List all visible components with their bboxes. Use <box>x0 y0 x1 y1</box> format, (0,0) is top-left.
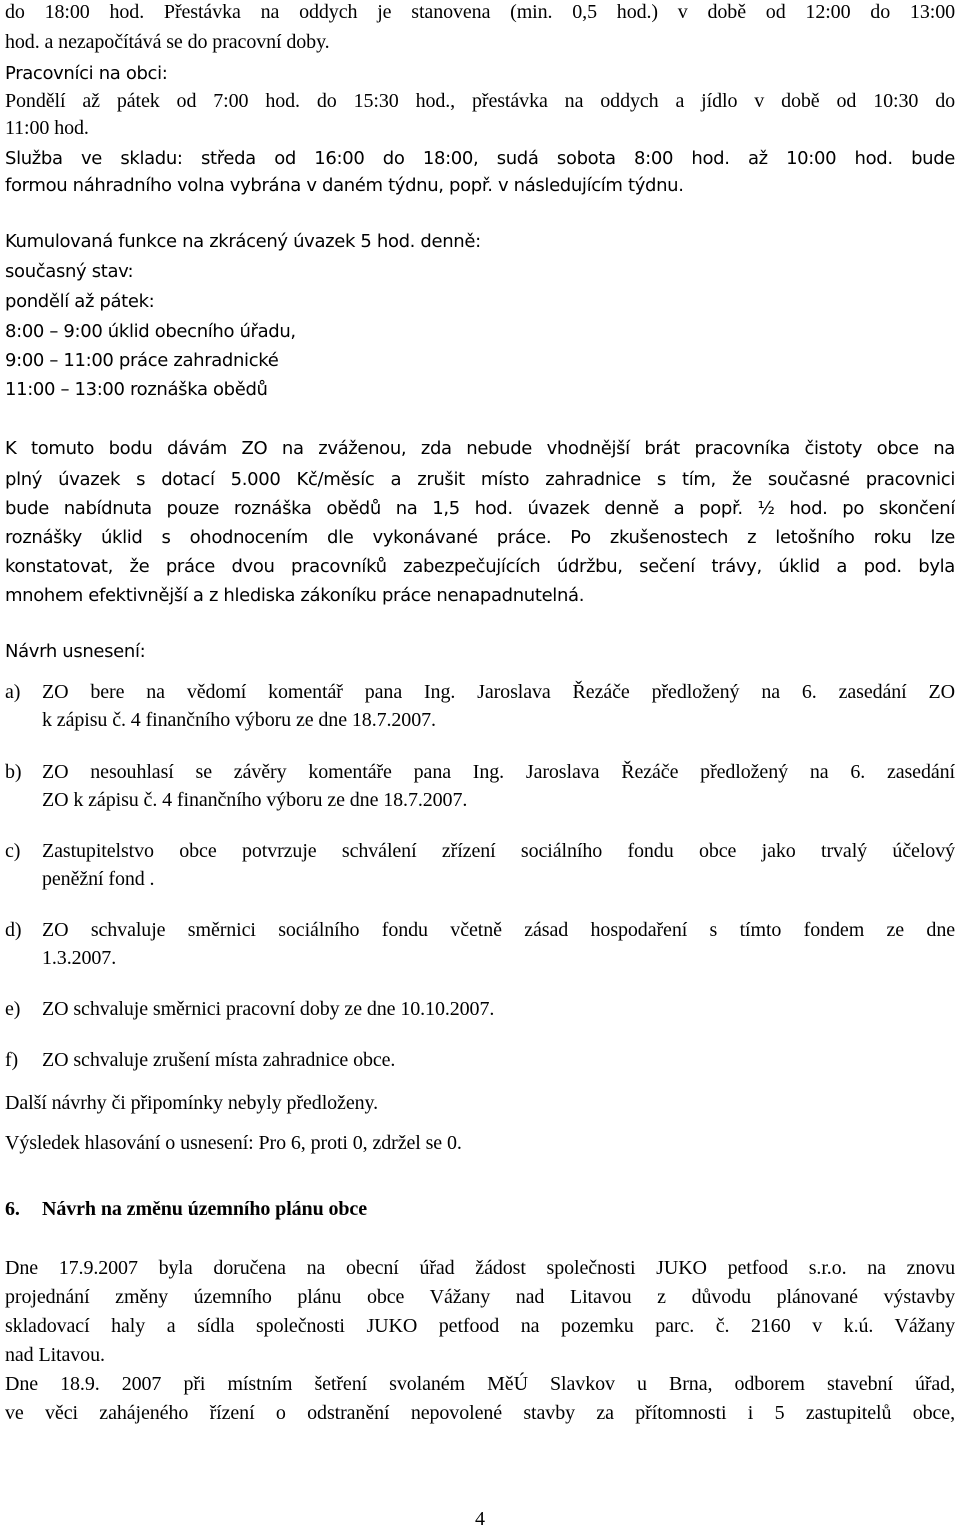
item-label: f) <box>5 1049 19 1071</box>
proposal-line-4: roznášky úklid s ohodnocením dle vykonávané práce. Po zkušenostech z letošního roku lze <box>5 527 955 548</box>
item-line-2: peněžní fond . <box>42 868 155 890</box>
section-6-line-4: nad Litavou. <box>5 1344 105 1366</box>
item-line-2: ZO k zápisu č. 4 finančního výboru ze dne 18.7.2007. <box>42 789 468 811</box>
intro-line-2: hod. a nezapočítává se do pracovní doby. <box>5 31 330 53</box>
intro-line-1: do 18:00 hod. Přestávka na oddych je stanovena (min. 0,5 hod.) v době od 12:00 do 13:00 <box>5 1 955 23</box>
no-other-proposals: Další návrhy či připomínky nebyly předloženy. <box>5 1092 379 1114</box>
field-workers-line-3: Služba ve skladu: středa od 16:00 do 18:00, sudá sobota 8:00 hod. až 10:00 hod. bude <box>5 148 955 169</box>
item-line-2: 1.3.2007. <box>42 947 117 969</box>
cumulative-line-1: současný stav: <box>5 261 134 282</box>
cumulative-heading: Kumulovaná funkce na zkrácený úvazek 5 hod. denně: <box>5 231 481 252</box>
item-label: a) <box>5 681 21 703</box>
proposal-line-6: mnohem efektivnější a z hlediska zákoníku práce nenapadnutelná. <box>5 585 585 606</box>
proposal-line-3: bude nabídnuta pouze roznáška obědů na 1,5 hod. úvazek denně a popř. ½ hod. po skončení <box>5 498 955 519</box>
proposal-line-5: konstatovat, že práce dvou pracovníků zabezpečujících údržbu, sečení trávy, úklid a pod. byla <box>5 556 955 577</box>
page-number: 4 <box>475 1508 485 1530</box>
section-number: 6. <box>5 1198 20 1220</box>
item-label: d) <box>5 919 22 941</box>
item-line-1: ZO nesouhlasí se závěry komentáře pana Ing. Jaroslava Řezáče předložený na 6. zasedání <box>42 761 955 783</box>
field-workers-heading: Pracovníci na obci: <box>5 63 168 84</box>
cumulative-line-2: pondělí až pátek: <box>5 291 155 312</box>
item-line-1: ZO schvaluje směrnici pracovní doby ze dne 10.10.2007. <box>42 998 495 1020</box>
proposal-line-1: K tomuto bodu dávám ZO na zváženou, zda nebude vhodnější brát pracovníka čistoty obce na <box>5 438 955 459</box>
item-label: c) <box>5 840 21 862</box>
field-workers-line-4: formou náhradního volna vybrána v daném týdnu, popř. v následujícím týdnu. <box>5 175 684 196</box>
item-line-1: ZO schvaluje směrnici sociálního fondu včetně zásad hospodaření s tímto fondem ze dne <box>42 919 955 941</box>
section-title: Návrh na změnu územního plánu obce <box>42 1198 367 1220</box>
proposal-line-2: plný úvazek s dotací 5.000 Kč/měsíc a zrušit místo zahradnice s tím, že současné pracovnici <box>5 469 955 490</box>
item-line-2: k zápisu č. 4 finančního výboru ze dne 18.7.2007. <box>42 709 436 731</box>
resolution-heading: Návrh usnesení: <box>5 641 146 662</box>
section-6-line-1: Dne 17.9.2007 byla doručena na obecní úřad žádost společnosti JUKO petfood s.r.o. na znovu <box>5 1257 955 1279</box>
item-line-1: ZO bere na vědomí komentář pana Ing. Jaroslava Řezáče předložený na 6. zasedání ZO <box>42 681 955 703</box>
section-6-line-3: skladovací haly a sídla společnosti JUKO petfood na pozemku parc. č. 2160 v k.ú. Vážany <box>5 1315 955 1337</box>
item-label: e) <box>5 998 21 1020</box>
section-6-line-2: projednání změny územního plánu obce Vážany nad Litavou z důvodu plánované výstavby <box>5 1286 955 1308</box>
item-line-1: ZO schvaluje zrušení místa zahradnice obce. <box>42 1049 396 1071</box>
vote-result: Výsledek hlasování o usnesení: Pro 6, proti 0, zdržel se 0. <box>5 1132 462 1154</box>
item-line-1: Zastupitelstvo obce potvrzuje schválení zřízení sociálního fondu obce jako trvalý účelový <box>42 840 955 862</box>
cumulative-line-4: 9:00 – 11:00 práce zahradnické <box>5 350 279 371</box>
section-6-line-5: Dne 18.9. 2007 při místním šetření svolaném MěÚ Slavkov u Brna, odborem stavební úřad, <box>5 1373 955 1395</box>
item-label: b) <box>5 761 22 783</box>
cumulative-line-3: 8:00 – 9:00 úklid obecního úřadu, <box>5 321 296 342</box>
section-6-line-6: ve věci zahájeného řízení o odstranění nepovolené stavby za přítomnosti i 5 zastupitelů obce, <box>5 1402 955 1424</box>
field-workers-line-2: 11:00 hod. <box>5 117 89 139</box>
field-workers-line-1: Pondělí až pátek od 7:00 hod. do 15:30 hod., přestávka na oddych a jídlo v době od 10:30 do <box>5 90 955 112</box>
cumulative-line-5: 11:00 – 13:00 roznáška obědů <box>5 379 268 400</box>
